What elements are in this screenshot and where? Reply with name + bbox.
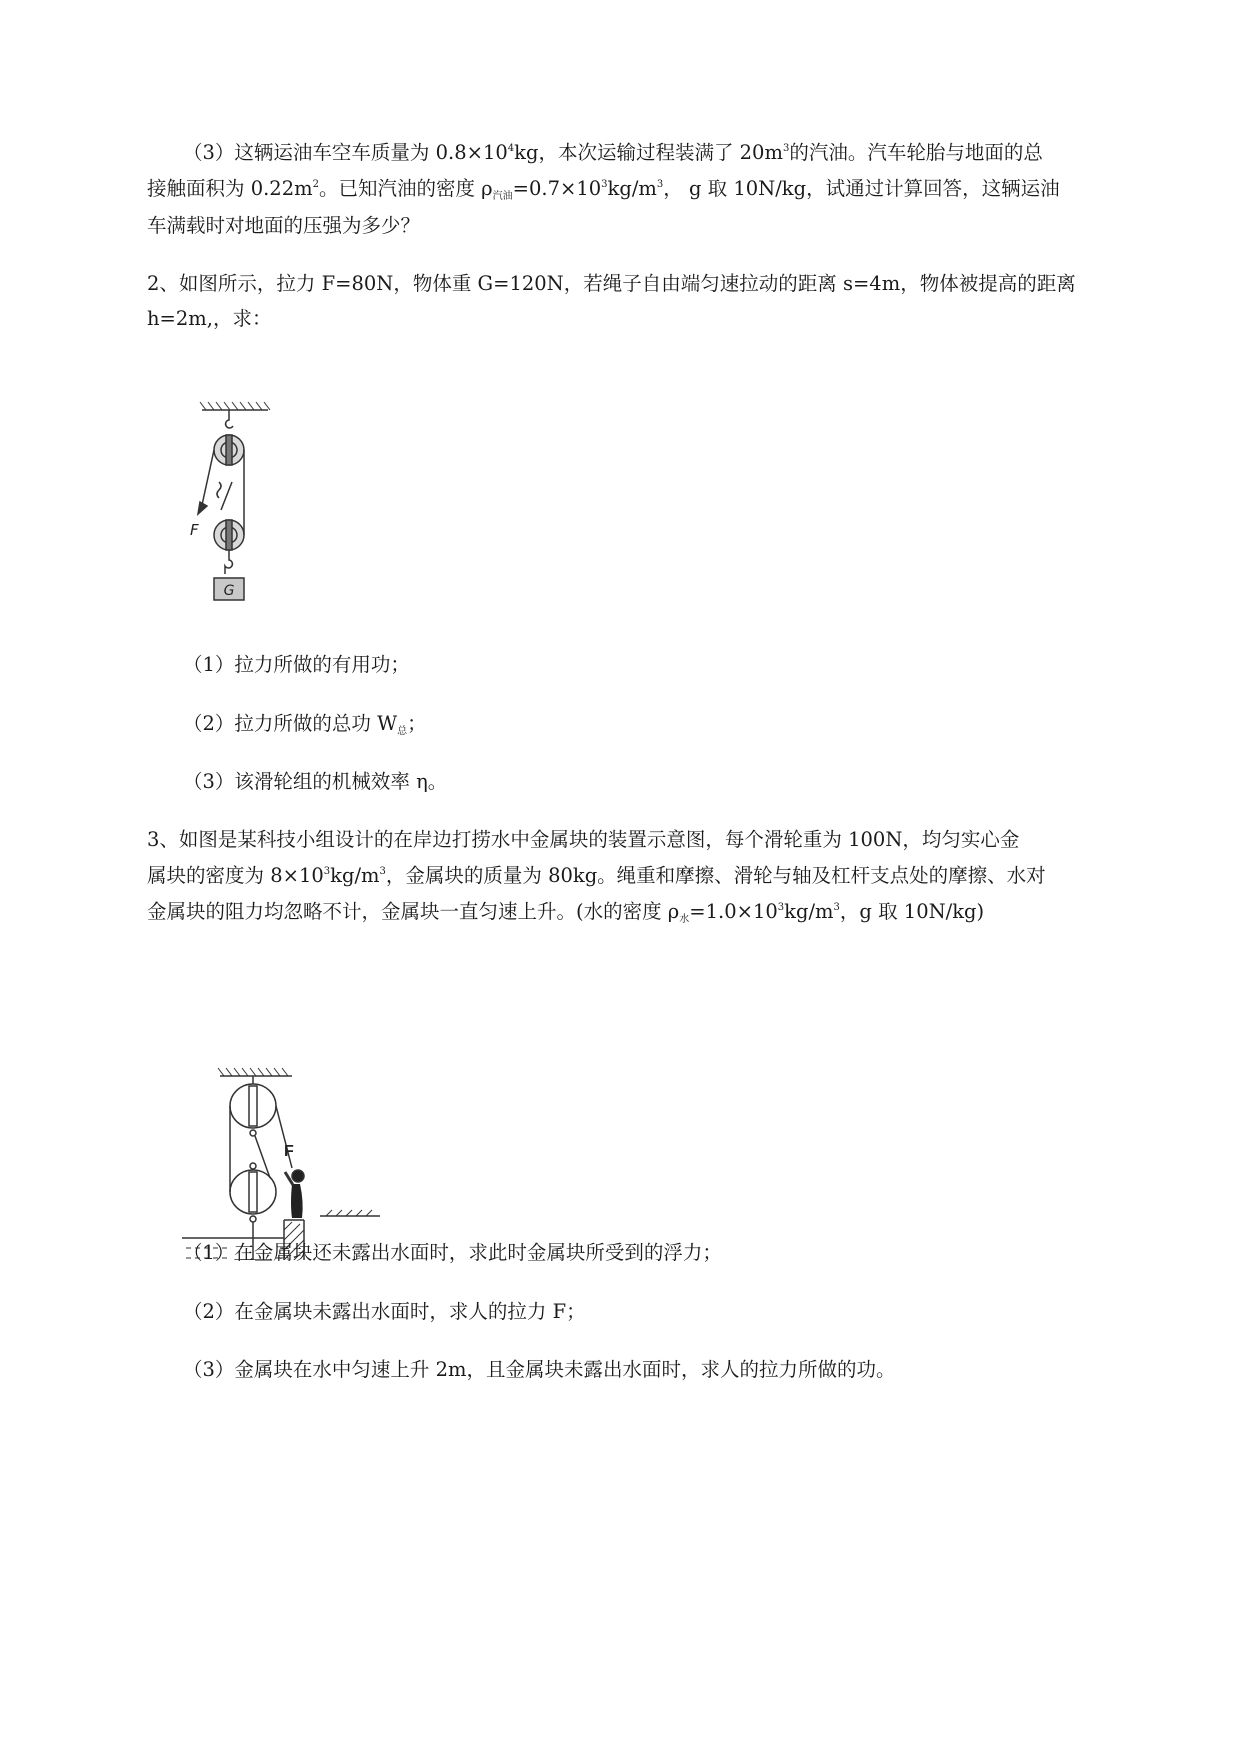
q1-part3-line1: （3）这辆运油车空车质量为 $0.8\times 10^4kg$，本次运输过程装满了 $20m^3$的汽油。汽车轮胎与地面的总 bbox=[183, 141, 1043, 164]
weight-label: G bbox=[223, 583, 235, 599]
q2-sub2: （2）拉力所做的总功 $W_总$； bbox=[183, 712, 427, 737]
q3-sub1: （1）在金属块还未露出水面时，求此时金属块所受到的浮力； bbox=[183, 1241, 722, 1264]
q3-stem-line1: 3、如图是某科技小组设计的在岸边打捞水中金属块的装置示意图，每个滑轮重为 100N，均匀实心金 bbox=[147, 828, 1020, 851]
q3-stem-line3: 金属块的阻力均忽略不计，金属块一直匀速上升。(水的密度 $\rho_水=1.0\times 10^3kg/m^3$，g 取 10N/kg) bbox=[147, 900, 985, 925]
q2-stem-line1: 2、如图所示，拉力 F=80N，物体重 G=120N，若绳子自由端匀速拉动的距离 s=4m，物体被提高的距离 bbox=[147, 272, 1076, 295]
q1-part3-line2: 接触面积为 $0.22m^2$。已知汽油的密度 $\rho_{汽油}=0.7\times 10^3kg/m^3$， g 取 10N/kg，试通过计算回答，这辆运油 bbox=[147, 177, 1060, 202]
salvage-device-figure bbox=[180, 1060, 410, 1260]
q3-sub3: （3）金属块在水中匀速上升 2m，且金属块未露出水面时，求人的拉力所做的功。 bbox=[183, 1358, 896, 1381]
pulley-block-figure bbox=[180, 400, 290, 640]
force-label: F bbox=[284, 1143, 294, 1160]
q3-sub2: （2）在金属块未露出水面时，求人的拉力 F； bbox=[183, 1300, 586, 1323]
q2-stem-line2: h=2m,，求： bbox=[147, 307, 272, 330]
q3-stem-line2: 属块的密度为 $8\times 10^3kg/m^3$，金属块的质量为 80kg。绳重和摩擦、滑轮与轴及杠杆支点处的摩擦、水对 bbox=[147, 864, 1046, 887]
q2-sub1: （1）拉力所做的有用功； bbox=[183, 653, 410, 676]
q1-part3-line3: 车满载时对地面的压强为多少？ bbox=[147, 214, 421, 237]
q2-sub3: （3）该滑轮组的机械效率 η。 bbox=[183, 770, 448, 793]
force-label: F bbox=[190, 521, 199, 539]
